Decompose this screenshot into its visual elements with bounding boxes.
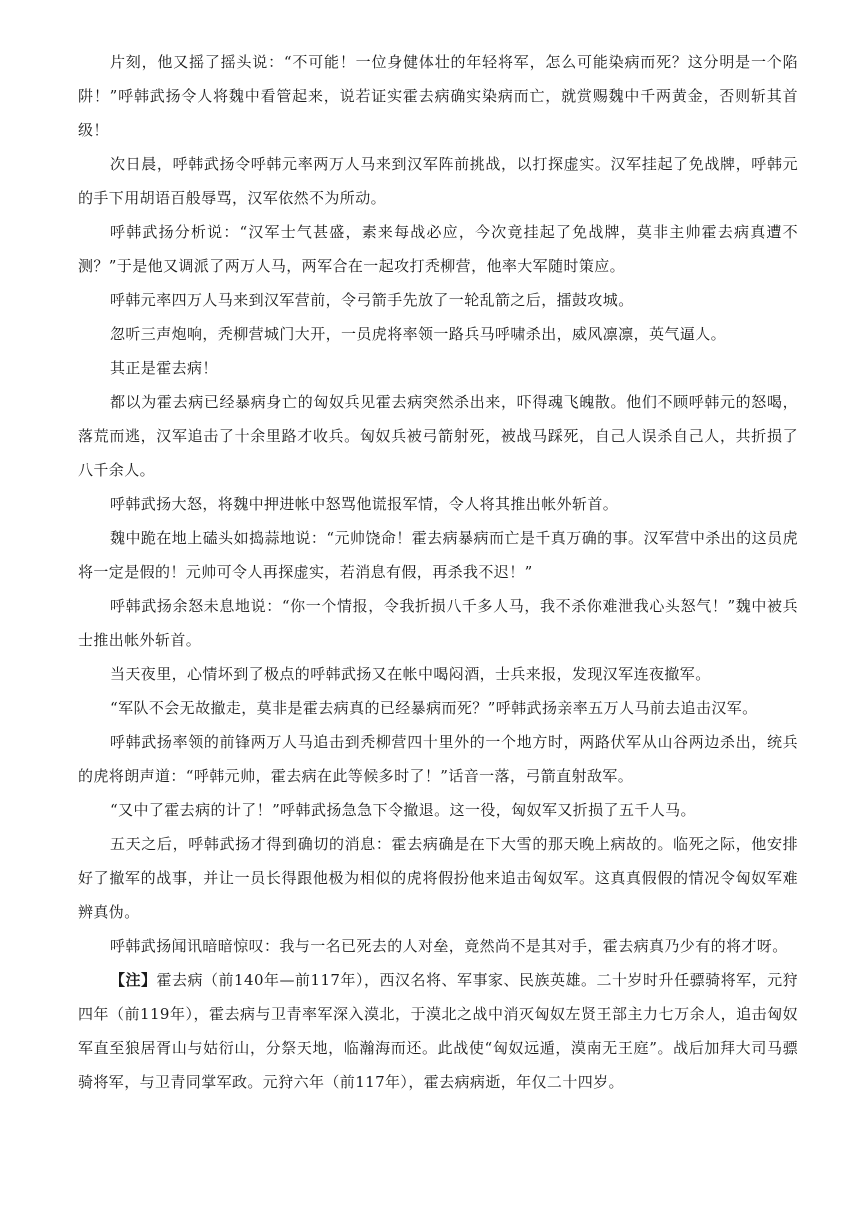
- paragraph-1: 片刻，他又摇了摇头说：“不可能！一位身健体壮的年轻将军，怎么可能染病而死？这分明是一个陷阱！”呼韩武扬令人将魏中看管起来，说若证实霍去病确实染病而亡，就赏赐魏中千两黄金，否则斩其首级！: [78, 53, 798, 139]
- paragraph-13: 呼韩武扬率领的前锋两万人马追击到秃柳营四十里外的一个地方时，两路伏军从山谷两边杀出，统兵的虎将朗声道：“呼韩元帅，霍去病在此等候多时了！”话音一落，弓箭直射敌军。: [78, 733, 798, 785]
- paragraph-14: “又中了霍去病的计了！”呼韩武扬急急下令撤退。这一役，匈奴军又折损了五千人马。: [110, 801, 696, 819]
- paragraph-11: 当天夜里，心情坏到了极点的呼韩武扬又在帐中喝闷酒，士兵来报，发现汉军连夜撤军。: [110, 665, 711, 683]
- footnote-text: 霍去病（前140年—前117年），西汉名将、军事家、民族英雄。二十岁时升任骠骑将军，元狩四年（前119年），霍去病与卫青率军深入漠北，于漠北之战中消灭匈奴左贤王部主力七万余人，追击匈奴军直至狼居胥山与姑衍山，分祭天地，临瀚海而还。此战使“匈奴远遁，漠南无王庭”。战后加拜大司马骠骑将军，与卫青同掌军政。元狩六年（前117年），霍去病病逝，年仅二十四岁。: [78, 971, 799, 1091]
- paragraph-10: 呼韩武扬余怒未息地说：“你一个情报，令我折损八千多人马，我不杀你难泄我心头怒气！”魏中被兵士推出帐外斩首。: [78, 597, 798, 649]
- paragraph-7: 都以为霍去病已经暴病身亡的匈奴兵见霍去病突然杀出来，吓得魂飞魄散。他们不顾呼韩元的怒喝，落荒而逃，汉军追击了十余里路才收兵。匈奴兵被弓箭射死，被战马踩死，自己人误杀自己人，共折损了八千余人。: [78, 393, 798, 479]
- article-body: [78, 45, 798, 1099]
- paragraph-3: 呼韩武扬分析说：“汉军士气甚盛，素来每战必应，今次竟挂起了免战牌，莫非主帅霍去病真遭不测？”于是他又调派了两万人马，两军合在一起攻打秃柳营，他率大军随时策应。: [78, 223, 798, 275]
- paragraph-6: 其正是霍去病！: [110, 359, 218, 377]
- paragraph-5: 忽听三声炮响，秃柳营城门大开，一员虎将率领一路兵马呼啸杀出，威风凛凛，英气逼人。: [110, 325, 727, 343]
- paragraph-9: 魏中跪在地上磕头如捣蒜地说：“元帅饶命！霍去病暴病而亡是千真万确的事。汉军营中杀出的这员虎将一定是假的！元帅可令人再探虚实，若消息有假，再杀我不迟！”: [78, 529, 798, 581]
- paragraph-16: 呼韩武扬闻讯暗暗惊叹：我与一名已死去的人对垒，竟然尚不是其对手，霍去病真乃少有的将才呀。: [110, 937, 788, 955]
- footnote: [78, 963, 798, 1099]
- paragraph-8: 呼韩武扬大怒，将魏中押进帐中怒骂他谎报军情，令人将其推出帐外斩首。: [110, 495, 619, 513]
- paragraph-15: 五天之后，呼韩武扬才得到确切的消息：霍去病确是在下大雪的那天晚上病故的。临死之际，他安排好了撤军的战事，并让一员长得跟他极为相似的虎将假扮他来追击匈奴军。这真真假假的情况令匈奴军难辨真伪。: [78, 835, 798, 921]
- paragraph-12: “军队不会无故撤走，莫非是霍去病真的已经暴病而死？”呼韩武扬亲率五万人马前去追击汉军。: [110, 699, 758, 717]
- footnote-tag: 【注】: [110, 971, 157, 989]
- paragraph-4: 呼韩元率四万人马来到汉军营前，令弓箭手先放了一轮乱箭之后，擂鼓攻城。: [110, 291, 634, 309]
- paragraph-2: 次日晨，呼韩武扬令呼韩元率两万人马来到汉军阵前挑战，以打探虚实。汉军挂起了免战牌，呼韩元的手下用胡语百般辱骂，汉军依然不为所动。: [78, 155, 798, 207]
